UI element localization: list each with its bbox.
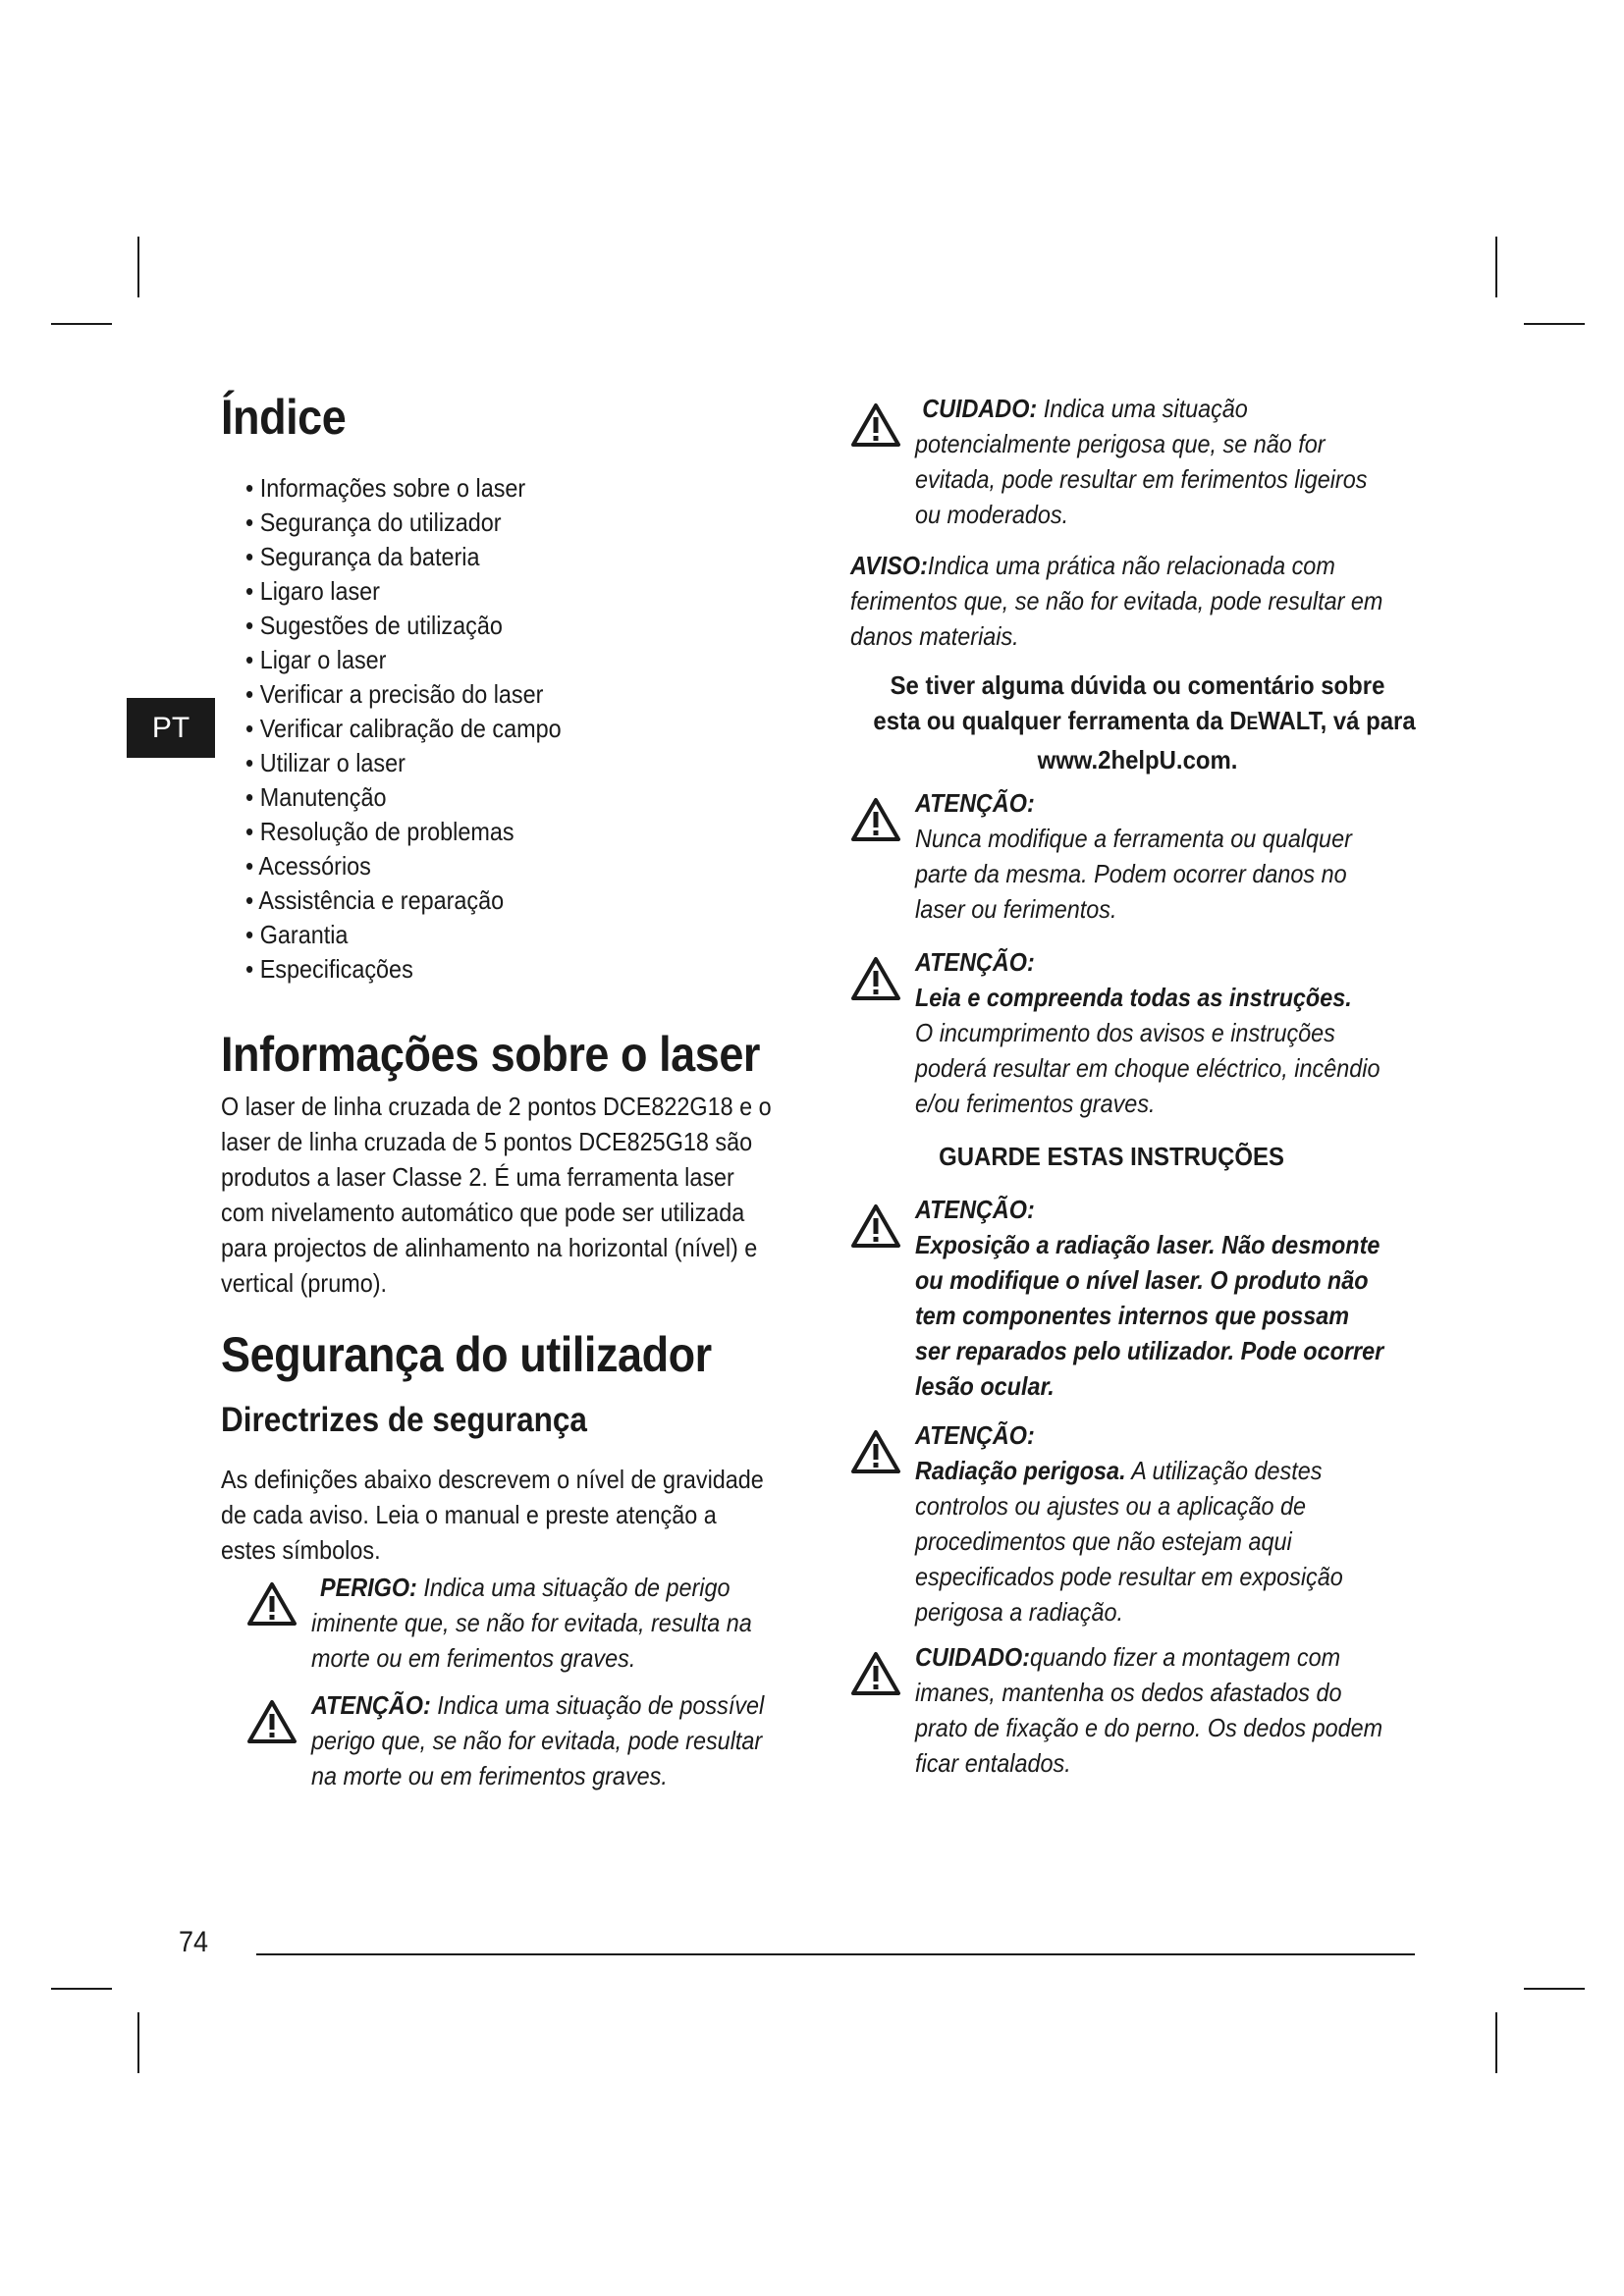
warning-text: perigosa a radiação. bbox=[915, 1597, 1124, 1627]
danger-text: Indica uma situação de perigo bbox=[416, 1573, 731, 1602]
warning-triangle-icon bbox=[850, 1651, 901, 1696]
warning-notice bbox=[850, 1417, 1425, 1629]
crop-mark bbox=[51, 323, 112, 325]
warning-text: Nunca modifique a ferramenta ou qualquer bbox=[915, 824, 1352, 853]
warning-text: controlos ou ajustes ou a aplicação de bbox=[915, 1491, 1307, 1521]
index-item: • Garantia bbox=[245, 918, 772, 952]
warning-text: procedimentos que não estejam aqui bbox=[915, 1526, 1292, 1556]
paragraph-line: de cada aviso. Leia o manual e preste atenção a bbox=[221, 1500, 717, 1529]
safety-guidelines-subtitle: Directrizes de segurança bbox=[221, 1401, 587, 1439]
notice-text: ferimentos que, se não for evitada, pode resultar em bbox=[850, 586, 1383, 615]
warning-triangle-icon bbox=[850, 1429, 901, 1474]
warning-notice bbox=[850, 785, 1425, 927]
warning-text: ser reparados pelo utilizador. Pode ocorrer bbox=[915, 1336, 1384, 1365]
index-item: • Segurança da bateria bbox=[245, 540, 772, 574]
warning-triangle-icon bbox=[850, 797, 901, 842]
paragraph-line: As definições abaixo descrevem o nível de gravidade bbox=[221, 1465, 764, 1494]
index-item: • Utilizar o laser bbox=[245, 746, 772, 780]
warning-triangle-icon bbox=[246, 1581, 298, 1627]
language-tab: PT bbox=[127, 698, 215, 758]
danger-text: morte ou em ferimentos graves. bbox=[311, 1643, 636, 1673]
user-safety-title: Segurança do utilizador bbox=[221, 1327, 712, 1382]
index-item: • Assistência e reparação bbox=[245, 883, 772, 918]
caution-notice bbox=[850, 1639, 1425, 1781]
index-item: • Sugestões de utilização bbox=[245, 609, 772, 643]
crop-mark bbox=[1495, 2012, 1497, 2073]
left-column bbox=[221, 389, 830, 1793]
warning-triangle-icon bbox=[246, 1699, 298, 1744]
footer-rule bbox=[256, 1953, 1415, 1955]
contact-url: www.2helpU.com. bbox=[1037, 745, 1238, 774]
paragraph-line: estes símbolos. bbox=[221, 1535, 381, 1565]
crop-mark bbox=[137, 237, 139, 297]
index-item: • Verificar a precisão do laser bbox=[245, 677, 772, 712]
warning-text: lesão ocular. bbox=[915, 1371, 1055, 1401]
index-item: • Verificar calibração de campo bbox=[245, 712, 772, 746]
warning-text: especificados pode resultar em exposição bbox=[915, 1562, 1343, 1591]
notice-text: Indica uma prática não relacionada com bbox=[927, 551, 1335, 580]
right-column bbox=[850, 391, 1425, 1781]
paragraph-line: laser de linha cruzada de 5 pontos DCE825G18 são bbox=[221, 1127, 753, 1156]
warning-text: Exposição a radiação laser. Não desmonte bbox=[915, 1230, 1380, 1259]
laser-info-body bbox=[221, 1089, 830, 1301]
paragraph-line: O laser de linha cruzada de 2 pontos DCE822G18 e o bbox=[221, 1092, 772, 1121]
index-item: • Segurança do utilizador bbox=[245, 506, 772, 540]
warning-text: ou modifique o nível laser. O produto não bbox=[915, 1265, 1369, 1295]
warning-triangle-icon bbox=[850, 956, 901, 1001]
warning-notice bbox=[246, 1687, 830, 1793]
caution-text: ou moderados. bbox=[915, 500, 1069, 529]
warning-text: Radiação perigosa. bbox=[915, 1456, 1126, 1485]
laser-info-title: Informações sobre o laser bbox=[221, 1027, 760, 1082]
contact-line: Se tiver alguma dúvida ou comentário sobre bbox=[890, 670, 1385, 700]
paragraph-line: produtos a laser Classe 2. É uma ferramenta laser bbox=[221, 1162, 734, 1192]
crop-mark bbox=[1495, 237, 1497, 297]
caution-text: ficar entalados. bbox=[915, 1748, 1071, 1778]
caution-text: imanes, mantenha os dedos afastados do bbox=[915, 1678, 1342, 1707]
index-item: • Ligaro laser bbox=[245, 574, 772, 609]
warning-text: na morte ou em ferimentos graves. bbox=[311, 1761, 668, 1790]
warning-label: ATENÇÃO: bbox=[915, 947, 1035, 977]
index-item: • Informações sobre o laser bbox=[245, 471, 772, 506]
warning-text: e/ou ferimentos graves. bbox=[915, 1089, 1156, 1118]
index-list bbox=[245, 471, 830, 987]
crop-mark bbox=[1524, 1988, 1585, 1990]
danger-text: iminente que, se não for evitada, resulta na bbox=[311, 1608, 752, 1637]
crop-mark bbox=[51, 1988, 112, 1990]
index-item: • Acessórios bbox=[245, 849, 772, 883]
warning-text: poderá resultar em choque eléctrico, incêndio bbox=[915, 1053, 1380, 1083]
warning-label: ATENÇÃO: bbox=[915, 788, 1035, 818]
warning-text: laser ou ferimentos. bbox=[915, 894, 1117, 924]
paragraph-line: com nivelamento automático que pode ser utilizada bbox=[221, 1198, 745, 1227]
warning-notice bbox=[850, 944, 1425, 1121]
crop-mark bbox=[1524, 323, 1585, 325]
index-item: • Manutenção bbox=[245, 780, 772, 815]
caution-text: quando fizer a montagem com bbox=[1030, 1642, 1341, 1672]
caution-text: evitada, pode resultar em ferimentos ligeiros bbox=[915, 464, 1368, 494]
contact-line: esta ou qualquer ferramenta da DEWALT, vá para bbox=[873, 706, 1416, 735]
caution-text: potencialmente perigosa que, se não for bbox=[915, 429, 1326, 458]
caution-text: Indica uma situação bbox=[1037, 394, 1248, 423]
warning-notice bbox=[850, 1192, 1425, 1404]
index-item: • Resolução de problemas bbox=[245, 815, 772, 849]
user-safety-body bbox=[221, 1462, 830, 1568]
warning-text: O incumprimento dos avisos e instruções bbox=[915, 1018, 1335, 1047]
caution-notice bbox=[850, 391, 1425, 532]
contact-block bbox=[850, 667, 1425, 777]
notice-text: danos materiais. bbox=[850, 621, 1019, 651]
index-item: • Especificações bbox=[245, 952, 772, 987]
warning-text: perigo que, se não for evitada, pode resultar bbox=[311, 1726, 763, 1755]
warning-label: ATENÇÃO: bbox=[915, 1420, 1035, 1450]
warning-label: ATENÇÃO: bbox=[915, 1195, 1035, 1224]
paragraph-line: para projectos de alinhamento na horizontal (nível) e bbox=[221, 1233, 758, 1262]
notice-label: AVISO: bbox=[850, 551, 928, 580]
paragraph-line: vertical (prumo). bbox=[221, 1268, 388, 1298]
caution-label: CUIDADO: bbox=[915, 1642, 1030, 1672]
notice-block bbox=[850, 548, 1425, 654]
warning-text: parte da mesma. Podem ocorrer danos no bbox=[915, 859, 1347, 888]
crop-mark bbox=[137, 2012, 139, 2073]
warning-text: tem componentes internos que possam bbox=[915, 1301, 1350, 1330]
page-number: 74 bbox=[179, 1926, 209, 1958]
warning-text: Indica uma situação de possível bbox=[430, 1690, 765, 1720]
warning-label: ATENÇÃO: bbox=[311, 1690, 431, 1720]
caution-text: prato de fixação e do perno. Os dedos podem bbox=[915, 1713, 1383, 1742]
danger-warning bbox=[246, 1570, 830, 1676]
warning-triangle-icon bbox=[850, 402, 901, 448]
danger-label: PERIGO: bbox=[320, 1573, 417, 1602]
save-instructions-heading: GUARDE ESTAS INSTRUÇÕES bbox=[939, 1142, 1284, 1171]
index-item: • Ligar o laser bbox=[245, 643, 772, 677]
warning-text: Leia e compreenda todas as instruções. bbox=[915, 983, 1352, 1012]
index-title: Índice bbox=[221, 390, 347, 445]
warning-text: A utilização destes bbox=[1125, 1456, 1323, 1485]
warning-triangle-icon bbox=[850, 1203, 901, 1249]
caution-label: CUIDADO: bbox=[922, 394, 1038, 423]
